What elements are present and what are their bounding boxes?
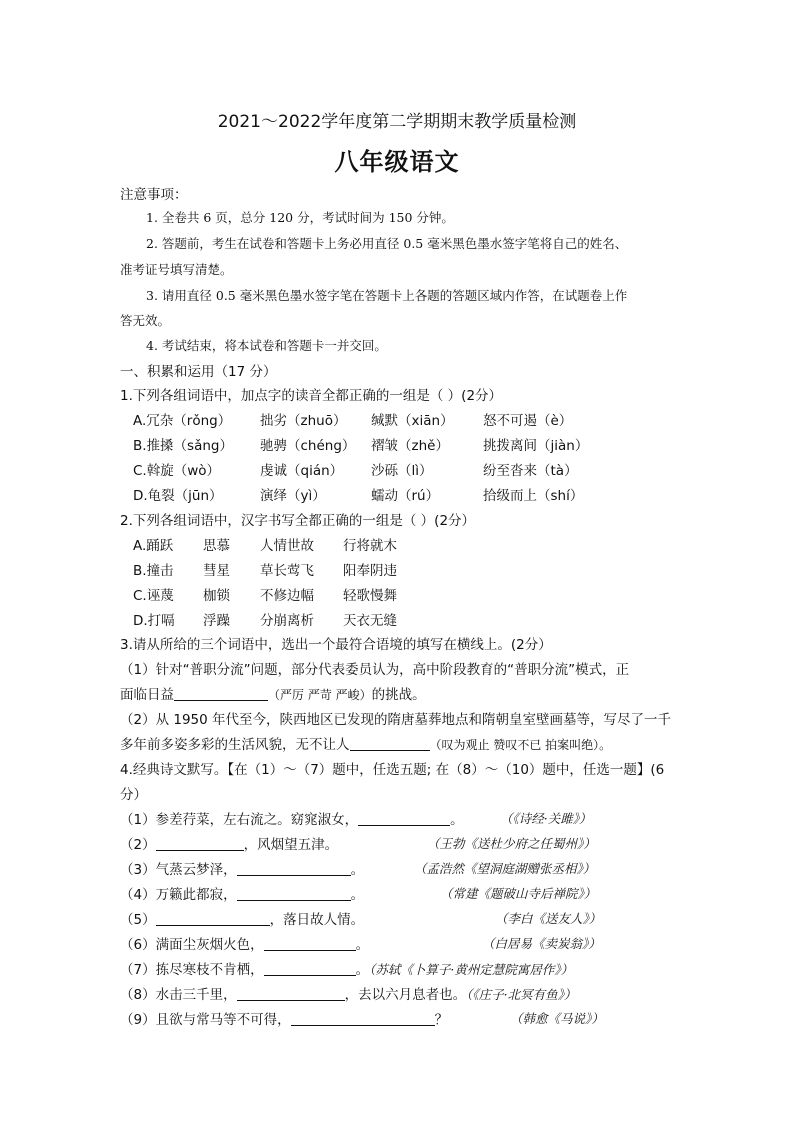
q2-stem: 2.下列各组词语中，汉字书写全都正确的一组是（ ）(2分） — [120, 513, 476, 529]
q2-option-d1: D.打嗝 — [133, 613, 175, 629]
exam-subtitle: 八年级语文 — [334, 148, 460, 176]
q4-item-2-text: （2） — [120, 837, 156, 853]
q4-item-3-blank[interactable] — [237, 861, 351, 876]
q4-item-3-text: （3）气蒸云梦泽， — [120, 862, 237, 878]
q2-option-a4: 行将就木 — [343, 538, 397, 554]
q2-option-c4: 轻歌慢舞 — [343, 588, 397, 604]
q1-option-a2: 拙劣（zhuō） — [260, 413, 347, 429]
q1-stem: 1.下列各组词语中，加点字的读音全都正确的一组是（ ）(2分） — [120, 388, 503, 404]
q4-item-4-source: （常建《题破山寺后禅院》） — [440, 886, 597, 901]
q4-item-4-end: 。 — [350, 887, 365, 903]
q1-option-d2: 演绎（yì） — [260, 488, 326, 504]
note-2b: 准考证号填写清楚。 — [120, 262, 233, 277]
q4-item-5-end: ，落日故人情。 — [269, 912, 365, 928]
q4-item-5-source: （李白《送友人》） — [495, 911, 602, 926]
q4-item-2 — [120, 833, 338, 853]
q4-item-3-source: （孟浩然《望洞庭湖赠张丞相》） — [414, 861, 596, 876]
q3-part2-line2 — [120, 733, 611, 753]
q4-item-4 — [120, 883, 364, 903]
q3-part1-line2 — [120, 683, 426, 703]
q4-item-7-source: （苏轼《卜算子·黄州定慧院寓居作》） — [369, 962, 574, 977]
q4-item-9-end: ？ — [434, 1012, 449, 1028]
q1-option-a3: 缄默（xiān） — [371, 413, 454, 429]
q4-item-7-blank[interactable] — [264, 961, 356, 976]
q4-item-1-source: （《诗经·关雎》） — [500, 811, 592, 826]
q4-item-1-blank[interactable] — [358, 811, 450, 826]
q4-item-6-end: 。 — [355, 937, 370, 953]
q2-option-a3: 人情世故 — [260, 538, 314, 554]
q4-item-3-end: 。 — [350, 862, 365, 878]
q1-option-b4: 挑拨离间（jiàn） — [483, 438, 589, 454]
q2-option-d2: 浮躁 — [203, 613, 230, 629]
q2-option-c2: 枷锁 — [203, 588, 230, 604]
q4-item-7 — [120, 958, 573, 978]
q4-item-4-blank[interactable] — [237, 886, 351, 901]
q1-option-c3: 沙砾（lì） — [371, 463, 433, 479]
q1-option-d1: D.龟裂（jūn） — [133, 488, 223, 504]
q3-part2-prefix: 多年前多姿多彩的生活风貌，无不让人 — [120, 737, 350, 753]
notes-heading: 注意事项： — [120, 187, 188, 203]
q4-item-9-blank[interactable] — [291, 1011, 435, 1026]
q4-item-2-end: ，风烟望五津。 — [243, 837, 339, 853]
q1-option-d3: 蠕动（rú） — [371, 488, 440, 504]
exam-title: 2021～2022学年度第二学期期末教学质量检测 — [217, 112, 577, 132]
q4-stem-line2: 分） — [120, 787, 147, 803]
q2-option-c1: C.诬蔑 — [133, 588, 174, 604]
q4-item-1-end: 。 — [450, 812, 464, 828]
q2-option-b3: 草长莺飞 — [260, 563, 314, 579]
q1-option-a1: A.冗杂（rǒng） — [133, 413, 232, 429]
q4-item-7-text: （7）拣尽寒枝不肯栖， — [120, 962, 264, 978]
q2-option-b2: 彗星 — [203, 563, 230, 579]
q4-item-1 — [120, 808, 464, 828]
q3-part1-prefix: 面临日益 — [120, 687, 174, 703]
q4-item-6-text: （6）满面尘灰烟火色， — [120, 937, 264, 953]
q2-option-d3: 分崩离析 — [260, 613, 314, 629]
q1-option-a4: 怒不可遏（è） — [483, 413, 573, 429]
q3-part1-line1: （1）针对“普职分流”问题，部分代表委员认为，高中阶段教育的“普职分流”模式，正 — [120, 662, 630, 678]
q4-item-5-text: （5） — [120, 912, 156, 928]
q3-part1-options: （严厉 严苛 严峻） — [268, 688, 372, 702]
note-4: 4. 考试结束，将本试卷和答题卡一并交回。 — [146, 338, 387, 353]
q1-option-b2: 驰骋（chéng） — [260, 438, 356, 454]
q3-part1-answer-blank[interactable] — [174, 686, 268, 701]
q1-option-b3: 褶皱（zhě） — [371, 438, 449, 454]
q2-option-b4: 阳奉阴违 — [343, 563, 397, 579]
q4-item-2-blank[interactable] — [156, 836, 244, 851]
q4-item-8-blank[interactable] — [237, 986, 345, 1001]
q4-item-7-end: 。 — [355, 962, 370, 978]
q2-option-a1: A.踊跃 — [133, 538, 174, 554]
q4-item-9-text: （9）且欲与常马等不可得， — [120, 1012, 291, 1028]
q4-item-6-blank[interactable] — [264, 936, 356, 951]
section-1-heading: 一、积累和运用（17 分） — [120, 364, 277, 380]
q4-item-5-blank[interactable] — [156, 911, 270, 926]
note-2a: 2. 答题前，考生在试卷和答题卡上务必用直径 0.5 毫米黑色墨水签字笔将自己的姓名、 — [146, 236, 628, 251]
q1-option-b1: B.推搡（sǎng） — [133, 438, 233, 454]
note-3b: 答无效。 — [120, 313, 171, 328]
q2-option-a2: 思慕 — [203, 538, 230, 554]
q4-item-9 — [120, 1008, 448, 1028]
q4-item-1-text: （1）参差荇菜，左右流之。窈窕淑女， — [120, 812, 359, 828]
q4-stem-line1: 4.经典诗文默写。【在（1）～（7）题中，任选五题; 在（8）～（10）题中，任选一题】(6 — [120, 762, 665, 778]
q1-option-c1: C.斡旋（wò） — [133, 463, 221, 479]
q2-option-d4: 天衣无缝 — [343, 613, 397, 629]
q3-stem: 3.请从所给的三个词语中，选出一个最符合语境的填写在横线上。(2分） — [120, 637, 552, 653]
q3-part2-answer-blank[interactable] — [350, 736, 430, 751]
q1-option-d4: 拾级而上（shí） — [483, 488, 584, 504]
q2-option-c3: 不修边幅 — [260, 588, 314, 604]
q1-option-c2: 虔诚（qián） — [260, 463, 344, 479]
q3-part2-options: （叹为观止 赞叹不已 拍案叫绝）。 — [429, 738, 612, 752]
q4-item-2-source: （王勃《送杜少府之任蜀州》） — [427, 836, 596, 851]
q2-option-b1: B.撞击 — [133, 563, 174, 579]
q4-item-5 — [120, 908, 364, 928]
q1-option-c4: 纷至沓来（tà） — [483, 463, 578, 479]
q3-part1-suffix: 的挑战。 — [371, 687, 426, 703]
q4-item-8-end: ，去以六月息者也。 — [344, 987, 467, 1003]
q3-part2-line1: （2）从 1950 年代至今，陕西地区已发现的隋唐墓葬地点和隋朝皇室壁画墓等，写尽了一千 — [120, 712, 672, 728]
q4-item-8-source: （《庄子·北冥有鱼》） — [466, 987, 577, 1002]
q4-item-4-text: （4）万籁此都寂， — [120, 887, 237, 903]
q4-item-6 — [120, 933, 369, 953]
note-3a: 3. 请用直径 0.5 毫米黑色墨水签字笔在答题卡上各题的答题区域内作答，在试题卷上作 — [146, 288, 628, 303]
q4-item-9-source: （韩愈《马说》） — [510, 1011, 604, 1026]
q4-item-8 — [120, 983, 576, 1003]
q4-item-3 — [120, 858, 364, 878]
q4-item-6-source: （白居易《卖炭翁》） — [482, 936, 601, 951]
q4-item-8-text: （8）水击三千里， — [120, 987, 237, 1003]
note-1: 1. 全卷共 6 页，总分 120 分，考试时间为 150 分钟。 — [146, 210, 454, 225]
